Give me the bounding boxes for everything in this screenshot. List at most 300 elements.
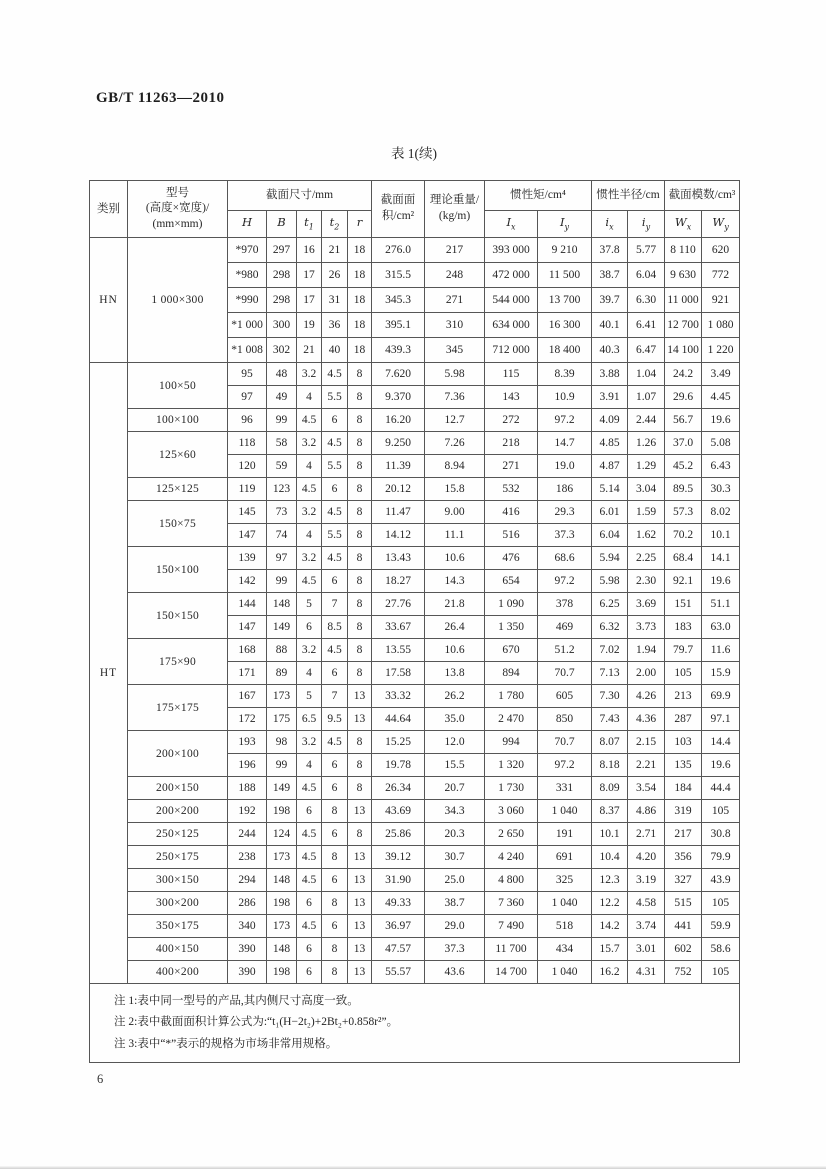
value-cell: 184 [665, 777, 702, 800]
value-cell: 43.9 [702, 869, 740, 892]
value-cell: 518 [538, 915, 592, 938]
value-cell: 19.78 [372, 754, 425, 777]
value-cell: 4.26 [628, 685, 665, 708]
value-cell: 4.86 [628, 800, 665, 823]
table-row [90, 869, 740, 892]
value-cell: 6 [297, 892, 322, 915]
value-cell: 19.6 [702, 409, 740, 432]
value-cell: 6 [322, 754, 348, 777]
value-cell: 31.90 [372, 869, 425, 892]
value-cell: 99 [267, 570, 297, 593]
value-cell: 2.15 [628, 731, 665, 754]
value-cell: 393 000 [485, 238, 538, 263]
value-cell: 294 [228, 869, 267, 892]
value-cell: 183 [665, 616, 702, 639]
note-1: 注 1:表中同一型号的产品,其内侧尺寸高度一致。 [114, 995, 359, 1007]
value-cell: 12 700 [665, 313, 702, 338]
value-cell: 49.33 [372, 892, 425, 915]
model-cell: 1 000×300 [128, 238, 228, 363]
value-cell: 4 240 [485, 846, 538, 869]
value-cell: 59.9 [702, 915, 740, 938]
col-header-category: 类别 [90, 181, 128, 238]
category-cell: HT [90, 363, 128, 984]
value-cell: 8 [348, 662, 372, 685]
model-cell: 200×100 [128, 731, 228, 777]
value-cell: 13 [348, 892, 372, 915]
value-cell: 173 [267, 846, 297, 869]
value-cell: 286 [228, 892, 267, 915]
note-2: 注 2:表中截面面积计算公式为:“t₁(H−2t₂)+2Bt₂+0.858r²”。 [114, 1016, 399, 1029]
value-cell: 327 [665, 869, 702, 892]
value-cell: 325 [538, 869, 592, 892]
value-cell: 188 [228, 777, 267, 800]
value-cell: 20.7 [425, 777, 485, 800]
value-cell: 14.7 [538, 432, 592, 455]
value-cell: 6.01 [592, 501, 628, 524]
value-cell: 8 [348, 639, 372, 662]
value-cell: 15.8 [425, 478, 485, 501]
value-cell: 4.45 [702, 386, 740, 409]
value-cell: 15.7 [592, 938, 628, 961]
value-cell: 148 [267, 593, 297, 616]
value-cell: 37.3 [538, 524, 592, 547]
value-cell: 48 [267, 363, 297, 386]
value-cell: 18 [348, 263, 372, 288]
value-cell: 11.1 [425, 524, 485, 547]
value-cell: 12.3 [592, 869, 628, 892]
value-cell: 6.47 [628, 338, 665, 363]
value-cell: 33.67 [372, 616, 425, 639]
value-cell: 8 [322, 938, 348, 961]
section-properties-table [89, 180, 740, 1063]
value-cell: 217 [425, 238, 485, 263]
value-cell: 45.2 [665, 455, 702, 478]
value-cell: 1.94 [628, 639, 665, 662]
table-row [90, 432, 740, 455]
value-cell: 16 [297, 238, 322, 263]
value-cell: 19.6 [702, 570, 740, 593]
value-cell: 6.04 [628, 263, 665, 288]
value-cell: 4 [297, 754, 322, 777]
value-cell: 6 [322, 570, 348, 593]
value-cell: 6 [322, 777, 348, 800]
value-cell: 124 [267, 823, 297, 846]
value-cell: 97 [267, 547, 297, 570]
value-cell: 10.1 [702, 524, 740, 547]
value-cell: 340 [228, 915, 267, 938]
value-cell: 6.30 [628, 288, 665, 313]
value-cell: 173 [267, 685, 297, 708]
value-cell: 5.77 [628, 238, 665, 263]
col-header-dimensions: 截面尺寸/mm [228, 181, 372, 211]
value-cell: 31 [322, 288, 348, 313]
value-cell: 4.5 [322, 501, 348, 524]
value-cell: 17 [297, 263, 322, 288]
value-cell: 6.5 [297, 708, 322, 731]
page-number: 6 [97, 1072, 104, 1086]
col-header-B: B [267, 211, 297, 238]
value-cell: 1.29 [628, 455, 665, 478]
value-cell: 198 [267, 800, 297, 823]
value-cell: 26 [322, 263, 348, 288]
value-cell: 18 [348, 288, 372, 313]
value-cell: 36.97 [372, 915, 425, 938]
value-cell: 3.73 [628, 616, 665, 639]
value-cell: 605 [538, 685, 592, 708]
value-cell: 14.1 [702, 547, 740, 570]
value-cell: 752 [665, 961, 702, 984]
value-cell: 120 [228, 455, 267, 478]
value-cell: 7.620 [372, 363, 425, 386]
value-cell: 544 000 [485, 288, 538, 313]
value-cell: 196 [228, 754, 267, 777]
value-cell: 9.250 [372, 432, 425, 455]
value-cell: 8 [348, 386, 372, 409]
value-cell: 1 040 [538, 961, 592, 984]
value-cell: 21.8 [425, 593, 485, 616]
value-cell: 167 [228, 685, 267, 708]
value-cell: 8.07 [592, 731, 628, 754]
col-header-Ix: $I_x$ [485, 211, 538, 238]
value-cell: 70.7 [538, 662, 592, 685]
value-cell: 16 300 [538, 313, 592, 338]
value-cell: 11 700 [485, 938, 538, 961]
value-cell: 5.5 [322, 455, 348, 478]
value-cell: 73 [267, 501, 297, 524]
value-cell: 4.5 [297, 846, 322, 869]
model-cell: 300×150 [128, 869, 228, 892]
value-cell: 395.1 [372, 313, 425, 338]
value-cell: 198 [267, 892, 297, 915]
value-cell: 8.94 [425, 455, 485, 478]
value-cell: 10.9 [538, 386, 592, 409]
value-cell: 331 [538, 777, 592, 800]
value-cell: 3.04 [628, 478, 665, 501]
value-cell: 19.6 [702, 754, 740, 777]
value-cell: 10.6 [425, 547, 485, 570]
value-cell: 1.07 [628, 386, 665, 409]
value-cell: 2.30 [628, 570, 665, 593]
value-cell: 8.39 [538, 363, 592, 386]
model-cell: 175×175 [128, 685, 228, 731]
model-cell: 250×175 [128, 846, 228, 869]
value-cell: 8 [348, 363, 372, 386]
value-cell: 13 [348, 938, 372, 961]
value-cell: 8.09 [592, 777, 628, 800]
value-cell: 4.5 [297, 869, 322, 892]
model-cell: 400×200 [128, 961, 228, 984]
value-cell: 6 [322, 915, 348, 938]
value-cell: 4.5 [322, 547, 348, 570]
table-row [90, 892, 740, 915]
table-footer [90, 984, 740, 1063]
value-cell: 49 [267, 386, 297, 409]
value-cell: 79.7 [665, 639, 702, 662]
value-cell: 18 [348, 238, 372, 263]
value-cell: 3 060 [485, 800, 538, 823]
value-cell: 390 [228, 938, 267, 961]
value-cell: 11.39 [372, 455, 425, 478]
value-cell: 30.7 [425, 846, 485, 869]
value-cell: 6 [322, 823, 348, 846]
table-row [90, 501, 740, 524]
value-cell: 58.6 [702, 938, 740, 961]
value-cell: 6 [322, 478, 348, 501]
value-cell: 3.74 [628, 915, 665, 938]
value-cell: 5.94 [592, 547, 628, 570]
model-cell: 350×175 [128, 915, 228, 938]
value-cell: 14.3 [425, 570, 485, 593]
value-cell: 4 [297, 662, 322, 685]
value-cell: 11 500 [538, 263, 592, 288]
value-cell: 1 730 [485, 777, 538, 800]
value-cell: 3.2 [297, 639, 322, 662]
value-cell: 315.5 [372, 263, 425, 288]
value-cell: 105 [665, 662, 702, 685]
value-cell: 8 [348, 501, 372, 524]
value-cell: 15.25 [372, 731, 425, 754]
value-cell: 1 040 [538, 892, 592, 915]
value-cell: 469 [538, 616, 592, 639]
value-cell: 298 [267, 263, 297, 288]
model-cell: 400×150 [128, 938, 228, 961]
value-cell: 97.2 [538, 409, 592, 432]
value-cell: 24.2 [665, 363, 702, 386]
value-cell: 4 [297, 455, 322, 478]
value-cell: 4.31 [628, 961, 665, 984]
value-cell: 3.49 [702, 363, 740, 386]
value-cell: 9 630 [665, 263, 702, 288]
model-cell: 200×150 [128, 777, 228, 800]
value-cell: 8.02 [702, 501, 740, 524]
model-cell: 100×100 [128, 409, 228, 432]
value-cell: 712 000 [485, 338, 538, 363]
value-cell: 149 [267, 777, 297, 800]
value-cell: *990 [228, 288, 267, 313]
value-cell: 70.2 [665, 524, 702, 547]
value-cell: 8 [322, 892, 348, 915]
value-cell: 300 [267, 313, 297, 338]
value-cell: 5.14 [592, 478, 628, 501]
value-cell: 192 [228, 800, 267, 823]
value-cell: 139 [228, 547, 267, 570]
col-header-Wx: $W_x$ [665, 211, 702, 238]
value-cell: 148 [267, 938, 297, 961]
model-cell: 175×90 [128, 639, 228, 685]
value-cell: 13 [348, 846, 372, 869]
value-cell: 7.02 [592, 639, 628, 662]
value-cell: 602 [665, 938, 702, 961]
value-cell: 33.32 [372, 685, 425, 708]
value-cell: 2.44 [628, 409, 665, 432]
value-cell: 12.7 [425, 409, 485, 432]
value-cell: 118 [228, 432, 267, 455]
value-cell: 6.04 [592, 524, 628, 547]
value-cell: 378 [538, 593, 592, 616]
value-cell: 14.12 [372, 524, 425, 547]
table-row [90, 915, 740, 938]
value-cell: 10.6 [425, 639, 485, 662]
value-cell: 4 [297, 386, 322, 409]
value-cell: *980 [228, 263, 267, 288]
value-cell: 51.1 [702, 593, 740, 616]
value-cell: 10.1 [592, 823, 628, 846]
value-cell: 3.19 [628, 869, 665, 892]
value-cell: 135 [665, 754, 702, 777]
value-cell: 8 [348, 409, 372, 432]
standard-code: GB/T 11263—2010 [96, 90, 225, 106]
value-cell: 4.36 [628, 708, 665, 731]
value-cell: 4.85 [592, 432, 628, 455]
model-cell: 100×50 [128, 363, 228, 409]
table-row [90, 478, 740, 501]
table-row [90, 731, 740, 754]
value-cell: 8 [322, 800, 348, 823]
value-cell: 439.3 [372, 338, 425, 363]
value-cell: 148 [267, 869, 297, 892]
value-cell: 103 [665, 731, 702, 754]
value-cell: 3.54 [628, 777, 665, 800]
value-cell: 191 [538, 823, 592, 846]
value-cell: 18 [348, 313, 372, 338]
value-cell: 271 [425, 288, 485, 313]
value-cell: 670 [485, 639, 538, 662]
value-cell: 147 [228, 524, 267, 547]
col-header-inertia: 惯性矩/cm⁴ [485, 181, 592, 211]
value-cell: 68.4 [665, 547, 702, 570]
col-header-Iy: $I_y$ [538, 211, 592, 238]
value-cell: 37.0 [665, 432, 702, 455]
value-cell: 25.86 [372, 823, 425, 846]
value-cell: 57.3 [665, 501, 702, 524]
value-cell: 5.5 [322, 524, 348, 547]
value-cell: *1 000 [228, 313, 267, 338]
table-row [90, 409, 740, 432]
value-cell: 97.2 [538, 754, 592, 777]
value-cell: 39.12 [372, 846, 425, 869]
col-header-area: 截面面 积/cm² [372, 181, 425, 238]
value-cell: 1.26 [628, 432, 665, 455]
value-cell: 15.9 [702, 662, 740, 685]
value-cell: 772 [702, 263, 740, 288]
value-cell: 15.5 [425, 754, 485, 777]
value-cell: 2 470 [485, 708, 538, 731]
value-cell: 14 100 [665, 338, 702, 363]
value-cell: 476 [485, 547, 538, 570]
value-cell: 3.88 [592, 363, 628, 386]
value-cell: 4.5 [297, 777, 322, 800]
value-cell: 26.34 [372, 777, 425, 800]
value-cell: 63.0 [702, 616, 740, 639]
value-cell: 310 [425, 313, 485, 338]
value-cell: 6 [297, 616, 322, 639]
value-cell: 1 780 [485, 685, 538, 708]
value-cell: 18.27 [372, 570, 425, 593]
value-cell: 11 000 [665, 288, 702, 313]
value-cell: 29.3 [538, 501, 592, 524]
value-cell: 17.58 [372, 662, 425, 685]
value-cell: 149 [267, 616, 297, 639]
value-cell: 51.2 [538, 639, 592, 662]
value-cell: 4.20 [628, 846, 665, 869]
value-cell: 8 [348, 593, 372, 616]
table-row [90, 363, 740, 386]
value-cell: 8 [348, 478, 372, 501]
value-cell: 516 [485, 524, 538, 547]
value-cell: 8 [348, 432, 372, 455]
value-cell: 97.2 [538, 570, 592, 593]
value-cell: 115 [485, 363, 538, 386]
value-cell: 18 [348, 338, 372, 363]
value-cell: 345 [425, 338, 485, 363]
value-cell: 14 700 [485, 961, 538, 984]
value-cell: 30.3 [702, 478, 740, 501]
value-cell: 37.3 [425, 938, 485, 961]
table-row [90, 846, 740, 869]
value-cell: 1.62 [628, 524, 665, 547]
value-cell: 143 [485, 386, 538, 409]
value-cell: 47.57 [372, 938, 425, 961]
value-cell: 19 [297, 313, 322, 338]
value-cell: 4.58 [628, 892, 665, 915]
value-cell: 441 [665, 915, 702, 938]
value-cell: 99 [267, 409, 297, 432]
value-cell: 3.91 [592, 386, 628, 409]
value-cell: 12.2 [592, 892, 628, 915]
table-title: 表 1(续) [390, 146, 438, 161]
value-cell: 620 [702, 238, 740, 263]
col-header-ix: $i_x$ [592, 211, 628, 238]
value-cell: 151 [665, 593, 702, 616]
value-cell: 1.04 [628, 363, 665, 386]
value-cell: 272 [485, 409, 538, 432]
value-cell: 37.8 [592, 238, 628, 263]
value-cell: 4.87 [592, 455, 628, 478]
table-body [90, 238, 740, 984]
value-cell: 69.9 [702, 685, 740, 708]
value-cell: 17 [297, 288, 322, 313]
value-cell: 26.4 [425, 616, 485, 639]
value-cell: 97 [228, 386, 267, 409]
notes-cell [90, 984, 740, 1063]
value-cell: 44.64 [372, 708, 425, 731]
value-cell: 19.0 [538, 455, 592, 478]
value-cell: 4.5 [297, 478, 322, 501]
value-cell: 8.5 [322, 616, 348, 639]
value-cell: 2.21 [628, 754, 665, 777]
value-cell: 6 [297, 938, 322, 961]
col-header-modulus: 截面模数/cm³ [665, 181, 740, 211]
value-cell: 1 350 [485, 616, 538, 639]
value-cell: 6.43 [702, 455, 740, 478]
value-cell: 40.3 [592, 338, 628, 363]
table-row [90, 593, 740, 616]
value-cell: 7.30 [592, 685, 628, 708]
value-cell: 7.26 [425, 432, 485, 455]
value-cell: 96 [228, 409, 267, 432]
value-cell: 13 [348, 708, 372, 731]
value-cell: 193 [228, 731, 267, 754]
value-cell: 58 [267, 432, 297, 455]
value-cell: 142 [228, 570, 267, 593]
value-cell: 472 000 [485, 263, 538, 288]
value-cell: 13 700 [538, 288, 592, 313]
value-cell: 198 [267, 961, 297, 984]
value-cell: 14.4 [702, 731, 740, 754]
value-cell: 5 [297, 685, 322, 708]
value-cell: 2.25 [628, 547, 665, 570]
value-cell: 119 [228, 478, 267, 501]
